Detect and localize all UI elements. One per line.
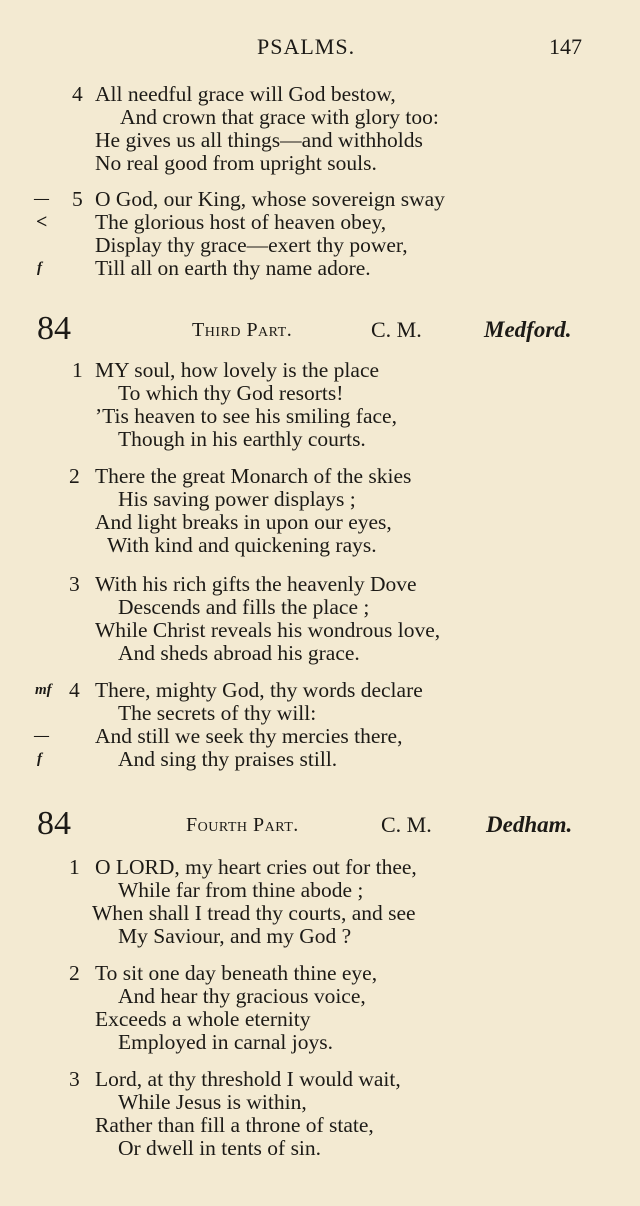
verse-line: He gives us all things—and withholds [95,128,423,152]
verse-line: Rather than fill a throne of state, [95,1113,374,1137]
verse-line: And hear thy gracious voice, [118,984,366,1008]
verse-line: My Saviour, and my God ? [118,924,352,948]
verse-line: And still we seek thy mercies there, [95,724,403,748]
verse-line: And sing thy praises still. [118,747,338,771]
verse-line: O God, our King, whose sovereign sway [95,187,445,211]
verse-line: Display thy grace—exert thy power, [95,233,408,257]
hymn-number: 84 [37,805,71,842]
stanza-number: 2 [69,961,80,985]
tune-name: Medford. [484,317,572,342]
hymn-number: 84 [37,310,71,347]
verse-line: To which thy God resorts! [118,381,344,405]
verse-line: The secrets of thy will: [118,701,317,725]
stanza-number: 3 [69,572,80,596]
running-title: PSALMS. [257,34,356,59]
hymn-part: Fourth Part. [186,814,299,836]
hymn-meter: C. M. [381,812,432,837]
dynamic-mark: — [34,728,49,744]
verse-line: Employed in carnal joys. [118,1030,333,1054]
verse-line: And crown that grace with glory too: [120,105,439,129]
verse-line: Till all on earth thy name adore. [95,256,371,280]
stanza-number: 4 [69,678,80,702]
stanza-number: 3 [69,1067,80,1091]
dynamic-mark: < [36,211,48,233]
stanza-number: 4 [72,82,83,106]
verse-line: To sit one day beneath thine eye, [95,961,378,985]
hymn-part: Third Part. [192,319,293,341]
verse-line: Though in his earthly courts. [118,427,366,451]
page-number: 147 [549,34,582,59]
verse-line: O LORD, my heart cries out for thee, [95,855,417,879]
dynamic-mark: — [34,191,49,207]
verse-line: MY soul, how lovely is the place [95,358,380,382]
verse-line: Exceeds a whole eternity [95,1007,311,1031]
verse-line: No real good from upright souls. [95,151,377,175]
verse-line: While Jesus is within, [118,1090,307,1114]
verse-line: ’Tis heaven to see his smiling face, [95,404,397,428]
verse-line: Descends and fills the place ; [118,595,370,619]
page-header [0,34,640,64]
verse-line: While Christ reveals his wondrous love, [95,618,441,642]
verse-line: There, mighty God, thy words declare [95,678,423,702]
verse-line: Or dwell in tents of sin. [118,1136,322,1160]
verse-line: With his rich gifts the heavenly Dove [95,572,417,596]
dynamic-mark: mf [35,682,52,698]
verse-line: When shall I tread thy courts, and see [92,901,416,925]
hymn-header [0,311,640,351]
verse-line: Lord, at thy threshold I would wait, [95,1067,401,1091]
hymn-meter: C. M. [371,317,422,342]
stanza-number: 1 [72,358,83,382]
dynamic-mark: f [37,260,42,276]
stanza-number: 2 [69,464,80,488]
stanza-number: 1 [69,855,80,879]
verse-line: With kind and quickening rays. [107,533,377,557]
dynamic-mark: f [37,751,42,767]
verse-line: The glorious host of heaven obey, [95,210,387,234]
verse-line: His saving power displays ; [118,487,356,511]
tune-name: Dedham. [486,812,573,837]
hymn-header [0,806,640,846]
verse-line: And sheds abroad his grace. [118,641,360,665]
verse-line: While far from thine abode ; [118,878,364,902]
verse-line: There the great Monarch of the skies [95,464,412,488]
verse-line: And light breaks in upon our eyes, [95,510,392,534]
stanza-number: 5 [72,187,83,211]
verse-line: All needful grace will God bestow, [95,82,396,106]
